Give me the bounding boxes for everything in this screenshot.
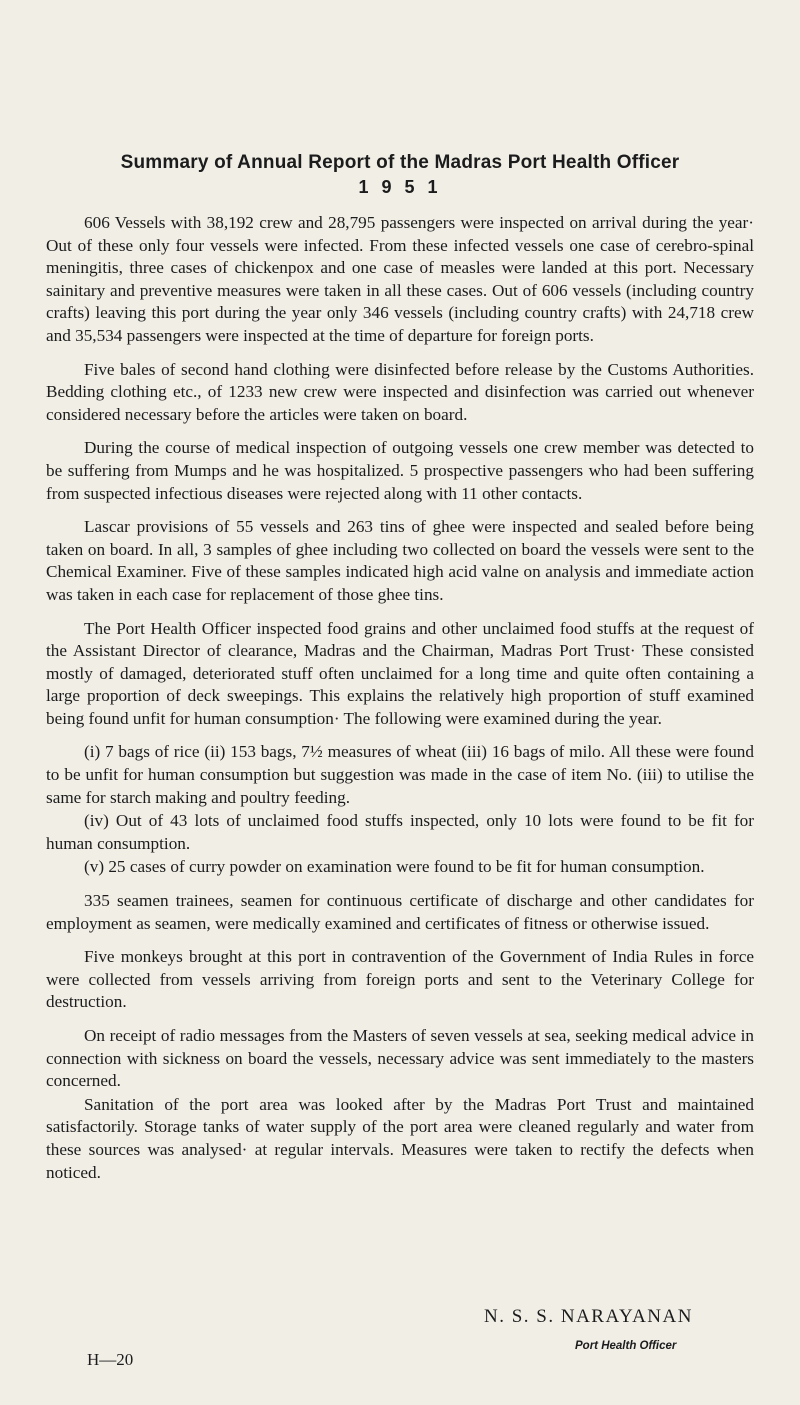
list-item-food-v: (v) 25 cases of curry powder on examination were found to be fit for human consumption. (84, 857, 705, 877)
report-body (46, 212, 754, 1195)
paragraph-radio-messages: On receipt of radio messages from the Masters of seven vessels at sea, seeking medical advice in connection with sickness on board the vessels, necessary advice was sent immediately to the masters concerned. (46, 1026, 754, 1091)
paragraph-monkeys: Five monkeys brought at this port in contravention of the Government of India Rules in force were collected from vessels arriving from foreign ports and sent to the Veterinary College for destruction. (46, 947, 754, 1012)
report-title: Summary of Annual Report of the Madras Port Health Officer (120, 152, 680, 173)
paragraph-vessels-inspected: 606 Vessels with 38,192 crew and 28,795 passengers were inspected on arrival during the year· Out of these only four vessels were infected. From these infected vessels one case of cerebro-spinal meningitis, three cases of chickenpox and one case of measles were landed at this port. Necessary sainitary and preventive measures were taken in all these cases. Out of 606 vessels (including country crafts) leaving this port during the year only 346 vessels (including country crafts) with 24,718 crew and 35,534 passengers were inspected at the time of departure for foreign ports. (46, 213, 754, 345)
signature-title: Port Health Officer (575, 1340, 677, 1352)
paragraph-clothing-disinfection: Five bales of second hand clothing were disinfected before release by the Customs Authorities. Bedding clothing etc., of 1233 new crew were inspected and disinfection was carried out whenever considered necessary before the articles were taken on board. (46, 359, 754, 424)
paragraph-medical-inspection: During the course of medical inspection of outgoing vessels one crew member was detected to be suffering from Mumps and he was hospitalized. 5 prospective passengers who had been suffering from suspected infectious diseases were rejected along with 11 other contacts. (46, 438, 754, 503)
signature-name: N. S. S. NARAYANAN (484, 1306, 693, 1327)
page-code: H—20 (87, 1350, 134, 1369)
list-item-food-iv: (iv) Out of 43 lots of unclaimed food stuffs inspected, only 10 lots were found to be fit for human consumption. (46, 811, 754, 853)
paragraph-lascar-provisions: Lascar provisions of 55 vessels and 263 tins of ghee were inspected and sealed before being taken on board. In all, 3 samples of ghee including two collected on board the vessels were sent to the Chemical Examiner. Five of these samples indicated high acid valne on analysis and immediate action was taken in each case for replacement of those ghee tins. (46, 517, 754, 604)
paragraph-sanitation: Sanitation of the port area was looked after by the Madras Port Trust and maintained satisfactorily. Storage tanks of water supply of the port area were cleaned regularly and water from these sources was analysed· at regular intervals. Measures were taken to rectify the defects when noticed. (46, 1094, 754, 1182)
list-item-food-i: (i) 7 bags of rice (ii) 153 bags, 7½ measures of wheat (iii) 16 bags of milo. All these were found to be unfit for human consumption but suggestion was made in the case of item No. (iii) to utilise the same for starch making and poultry feeding. (46, 742, 754, 807)
paragraph-seamen-examined: 335 seamen trainees, seamen for continuous certificate of discharge and other candidates for employment as seamen, were medically examined and certificates of fitness or otherwise issued. (46, 891, 754, 933)
paragraph-food-stuffs: The Port Health Officer inspected food grains and other unclaimed food stuffs at the request of the Assistant Director of clearance, Madras and the Chairman, Madras Port Trust· These consisted mostly of damaged, deteriorated stuff often unclaimed for a long time and quite often containing a large proportion of deck sweepings. This explains the relatively high proportion of stuff examined being found unfit for human consumption· The following were examined during the year. (46, 618, 754, 728)
report-year: 1 9 5 1 (358, 177, 442, 197)
